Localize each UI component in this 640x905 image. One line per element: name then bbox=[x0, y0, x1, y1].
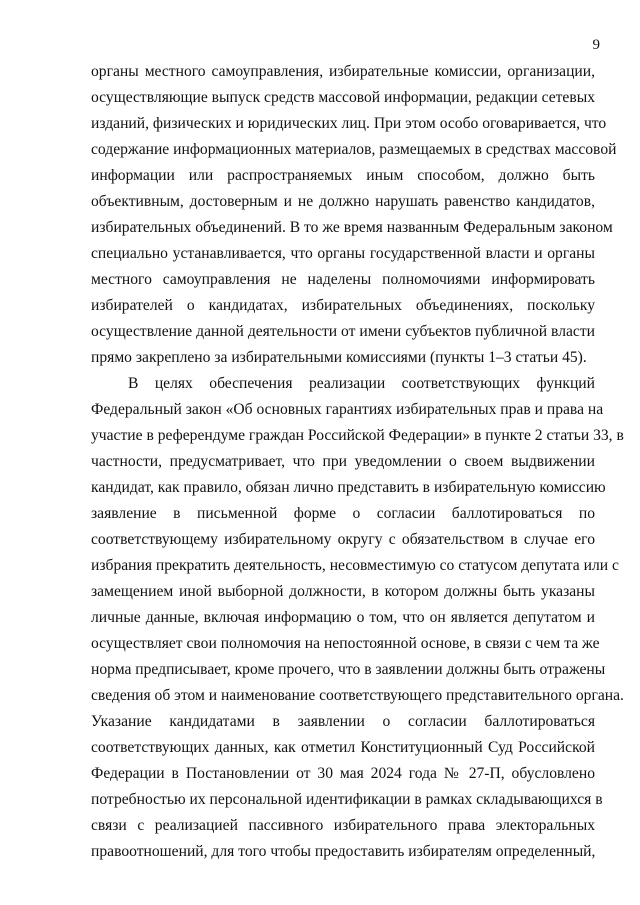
text-line: Федеральный закон «Об основных гарантиях избирательных прав и права на bbox=[91, 401, 604, 418]
text-line: соответствующих данных, как отметил Конституционный Суд Российской bbox=[91, 739, 595, 756]
text-line: участие в референдуме граждан Российской Федерации» в пункте 2 статьи 33, в bbox=[91, 427, 624, 444]
text-line: избирательных объединений. В то же время названным Федеральным законом bbox=[91, 219, 613, 236]
text-line: содержание информационных материалов, размещаемых в средствах массовой bbox=[91, 141, 617, 158]
text-line: избрания прекратить деятельность, несовместимую со статусом депутата или с bbox=[91, 557, 619, 574]
text-line: специально устанавливается, что органы государственной власти и органы bbox=[91, 245, 595, 262]
text-line: органы местного самоуправления, избирательные комиссии, организации, bbox=[91, 63, 595, 80]
text-line: частности, предусматривает, что при уведомлении о своем выдвижении bbox=[91, 453, 595, 470]
text-line: В целях обеспечения реализации соответствующих функций bbox=[128, 375, 595, 392]
text-line: кандидат, как правило, обязан лично представить в избирательную комиссию bbox=[91, 479, 606, 496]
text-line: осуществляющие выпуск средств массовой информации, редакции сетевых bbox=[91, 89, 595, 106]
text-line: изданий, физических и юридических лиц. При этом особо оговаривается, что bbox=[91, 115, 607, 132]
text-line: правоотношений, для того чтобы предоставить избирателям определенный, bbox=[91, 843, 596, 860]
text-line: личные данные, включая информацию о том, что он является депутатом и bbox=[91, 609, 595, 626]
text-line: замещением иной выборной должности, в котором должны быть указаны bbox=[91, 583, 595, 600]
text-line: связи с реализацией пассивного избирательного права электоральных bbox=[91, 817, 595, 834]
text-line: осуществляет свои полномочия на непостоянной основе, в связи с чем та же bbox=[91, 635, 600, 652]
text-line: соответствующему избирательному округу с обязательством в случае его bbox=[91, 531, 595, 548]
text-line: потребностью их персональной идентификации в рамках складывающихся в bbox=[91, 791, 603, 808]
text-line: информации или распространяемых иным способом, должно быть bbox=[91, 167, 595, 184]
text-line: Указание кандидатами в заявлении о согласии баллотироваться bbox=[91, 713, 595, 730]
text-line: осуществление данной деятельности от имени субъектов публичной власти bbox=[91, 323, 595, 340]
text-line: Федерации в Постановлении от 30 мая 2024 года № 27-П, обусловлено bbox=[91, 765, 595, 782]
text-line: сведения об этом и наименование соответствующего представительного органа. bbox=[91, 687, 624, 704]
text-line: заявление в письменной форме о согласии баллотироваться по bbox=[91, 505, 595, 522]
text-line: местного самоуправления не наделены полномочиями информировать bbox=[91, 271, 595, 288]
text-line: избирателей о кандидатах, избирательных объединениях, поскольку bbox=[91, 297, 595, 314]
text-line: норма предписывает, кроме прочего, что в заявлении должны быть отражены bbox=[91, 661, 606, 678]
text-line: прямо закреплено за избирательными комиссиями (пункты 1–3 статьи 45). bbox=[91, 349, 587, 366]
text-line: объективным, достоверным и не должно нарушать равенство кандидатов, bbox=[91, 193, 595, 210]
page-number: 9 bbox=[592, 37, 600, 53]
